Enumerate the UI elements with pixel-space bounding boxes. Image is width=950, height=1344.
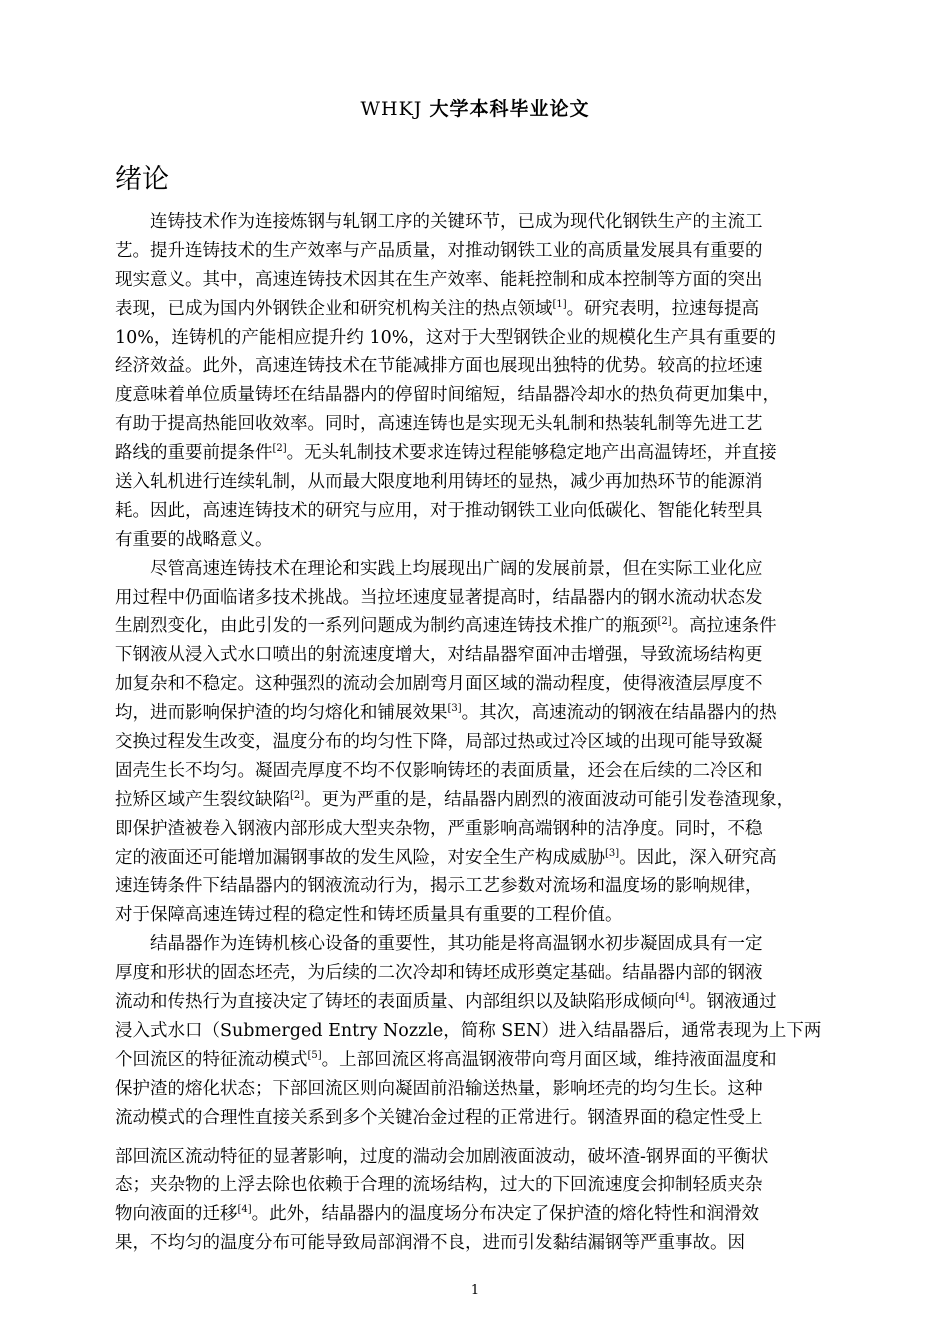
citation-marker: [4] [675, 992, 690, 1004]
text-line [115, 295, 839, 324]
line-text: 态；夹杂物的上浮去除也依赖于合理的流场结构，过大的下回流速度会抑制轻质夹杂 [115, 1175, 763, 1196]
citation-marker: [5] [307, 1050, 322, 1061]
text-line [115, 612, 839, 641]
line-text: 均，进而影响保护渣的均匀熔化和铺展效果 [115, 703, 448, 724]
line-text: 个回流区的特征流动模式 [115, 1049, 308, 1070]
text-line [115, 584, 839, 613]
line-text-after-citation: 。上部回流区将高温钢液带向弯月面区域，维持液面温度和 [321, 1049, 777, 1070]
citation-marker: [3] [447, 703, 462, 715]
line-text: 浸入式水口（Submerged Entry Nozzle，简称 SEN）进入结晶器后，通常表现为上下两 [115, 1020, 822, 1041]
text-line [115, 381, 839, 410]
text-line [115, 237, 839, 266]
text-line [115, 352, 839, 381]
header-prefix: WHKJ [360, 98, 423, 120]
line-text: 表现，已成为国内外钢铁企业和研究机构关注的热点领域 [115, 298, 553, 319]
text-line [115, 699, 839, 728]
line-text: 部回流区流动特征的显著影响，过度的湍动会加剧液面波动，破坏渣-钢界面的平衡状 [115, 1146, 769, 1167]
line-text-after-citation: 。钢液通过 [689, 992, 777, 1013]
line-text-after-citation: 。此外，结晶器内的温度场分布决定了保护渣的熔化特性和润滑效 [251, 1204, 760, 1225]
text-line [115, 468, 839, 497]
text-line [115, 555, 839, 584]
line-text: 经济效益。此外，高速连铸技术在节能减排方面也展现出独特的优势。较高的拉坯速 [115, 356, 763, 377]
citation-marker: [1] [552, 298, 567, 310]
text-line [115, 641, 839, 670]
line-text: 路线的重要前提条件 [115, 443, 273, 464]
line-text: 10%，连铸机的产能相应提升约 10%，这对于大型钢铁企业的规模化生产具有重要的 [115, 327, 776, 348]
line-text: 果，不均匀的温度分布可能导致局部润滑不良，进而引发黏结漏钢等严重事故。因 [115, 1233, 745, 1254]
page-number: 1 [470, 1283, 480, 1298]
line-text: 对于保障高速连铸过程的稳定性和铸坯质量具有重要的工程价值。 [115, 905, 623, 926]
citation-marker: [2] [290, 789, 305, 801]
line-text-after-citation: 。更为严重的是，结晶器内剧烈的液面波动可能引发卷渣现象， [304, 789, 795, 810]
body-text [115, 208, 839, 1258]
line-text: 结晶器作为连铸机核心设备的重要性，其功能是将高温钢水初步凝固成具有一定 [150, 934, 763, 955]
text-line [115, 1104, 839, 1133]
text-line [115, 988, 839, 1017]
line-text: 用过程中仍面临诸多技术挑战。当拉坯速度显著提高时，结晶器内的钢水流动状态发 [115, 587, 763, 608]
line-text-after-citation: 。因此，深入研究高 [619, 847, 777, 868]
citation-marker: [3] [605, 847, 620, 859]
text-line [115, 1143, 839, 1172]
chapter-title: 绪论 [115, 164, 169, 195]
text-line [115, 844, 839, 873]
line-text-after-citation: 。其次，高速流动的钢液在结晶器内的热 [461, 703, 777, 724]
text-line [115, 324, 839, 353]
line-text: 厚度和形状的固态坯壳，为后续的二次冷却和铸坯成形奠定基础。结晶器内部的钢液 [115, 963, 763, 984]
running-header [0, 96, 950, 122]
citation-marker: [2] [657, 616, 672, 628]
line-text: 尽管高速连铸技术在理论和实践上均展现出广阔的发展前景，但在实际工业化应 [150, 558, 763, 579]
text-line [115, 439, 839, 468]
text-line [115, 1017, 839, 1046]
line-text: 有助于提高热能回收效率。同时，高速连铸也是实现无头轧制和热装轧制等先进工艺 [115, 414, 763, 435]
line-text: 拉矫区域产生裂纹缺陷 [115, 789, 290, 810]
line-text: 加复杂和不稳定。这种强烈的流动会加剧弯月面区域的湍动程度，使得液渣层厚度不 [115, 674, 763, 695]
line-text: 交换过程发生改变，温度分布的均匀性下降，局部过热或过冷区域的出现可能导致凝 [115, 732, 763, 753]
line-text: 生剧烈变化，由此引发的一系列问题成为制约高速连铸技术推广的瓶颈 [115, 616, 658, 637]
line-text: 连铸技术作为连接炼钢与轧钢工序的关键环节，已成为现代化钢铁生产的主流工 [150, 212, 763, 232]
text-line [115, 670, 839, 699]
line-text: 即保护渣被卷入钢液内部形成大型夹杂物，严重影响高端钢种的洁净度。同时，不稳 [115, 818, 763, 839]
text-line [115, 410, 839, 439]
text-line [115, 757, 839, 786]
line-text: 保护渣的熔化状态；下部回流区则向凝固前沿输送热量，影响坯壳的均匀生长。这种 [115, 1078, 763, 1099]
text-line [115, 1046, 839, 1075]
text-line [115, 1171, 839, 1200]
line-text: 流动模式的合理性直接关系到多个关键冶金过程的正常进行。钢渣界面的稳定性受上 [115, 1107, 763, 1128]
text-line [115, 497, 839, 526]
line-text: 下钢液从浸入式水口喷出的射流速度增大，对结晶器窄面冲击增强，导致流场结构更 [115, 645, 763, 666]
line-text: 现实意义。其中，高速连铸技术因其在生产效率、能耗控制和成本控制等方面的突出 [115, 269, 763, 290]
line-text-after-citation: 。高拉速条件 [671, 616, 777, 637]
text-line [115, 266, 839, 295]
text-line [115, 901, 839, 930]
line-text: 艺。提升连铸技术的生产效率与产品质量，对推动钢铁工业的高质量发展具有重要的 [115, 240, 763, 261]
line-text: 流动和传热行为直接决定了铸坯的表面质量、内部组织以及缺陷形成倾向 [115, 992, 675, 1013]
text-line [115, 1075, 839, 1104]
line-text: 物向液面的迁移 [115, 1204, 238, 1225]
line-text: 度意味着单位质量铸坯在结晶器内的停留时间缩短，结晶器冷却水的热负荷更加集中， [115, 385, 780, 406]
line-text: 定的液面还可能增加漏钢事故的发生风险，对安全生产构成威胁 [115, 847, 605, 868]
text-line [115, 208, 839, 237]
line-text: 送入轧机进行连续轧制，从而最大限度地利用铸坯的显热，减少再加热环节的能源消 [115, 472, 763, 493]
text-line [115, 959, 839, 988]
text-line [115, 930, 839, 959]
text-line [115, 1229, 839, 1258]
text-line [115, 728, 839, 757]
line-text: 耗。因此，高速连铸技术的研究与应用，对于推动钢铁工业向低碳化、智能化转型具 [115, 500, 763, 521]
text-line [115, 526, 839, 555]
citation-marker: [4] [237, 1204, 252, 1216]
line-text-after-citation: 。研究表明，拉速每提高 [566, 298, 760, 319]
text-line [115, 786, 839, 815]
header-title: 大学本科毕业论文 [429, 98, 590, 120]
text-line [115, 1200, 839, 1229]
line-text: 固壳生长不均匀。凝固壳厚度不均不仅影响铸坯的表面质量，还会在后续的二冷区和 [115, 760, 763, 781]
line-text: 有重要的战略意义。 [115, 529, 273, 550]
text-line [115, 872, 839, 901]
line-text: 速连铸条件下结晶器内的钢液流动行为，揭示工艺参数对流场和温度场的影响规律， [115, 876, 763, 897]
text-line [115, 815, 839, 844]
line-text-after-citation: 。无头轧制技术要求连铸过程能够稳定地产出高温铸坯，并直接 [286, 443, 777, 464]
citation-marker: [2] [272, 443, 287, 455]
